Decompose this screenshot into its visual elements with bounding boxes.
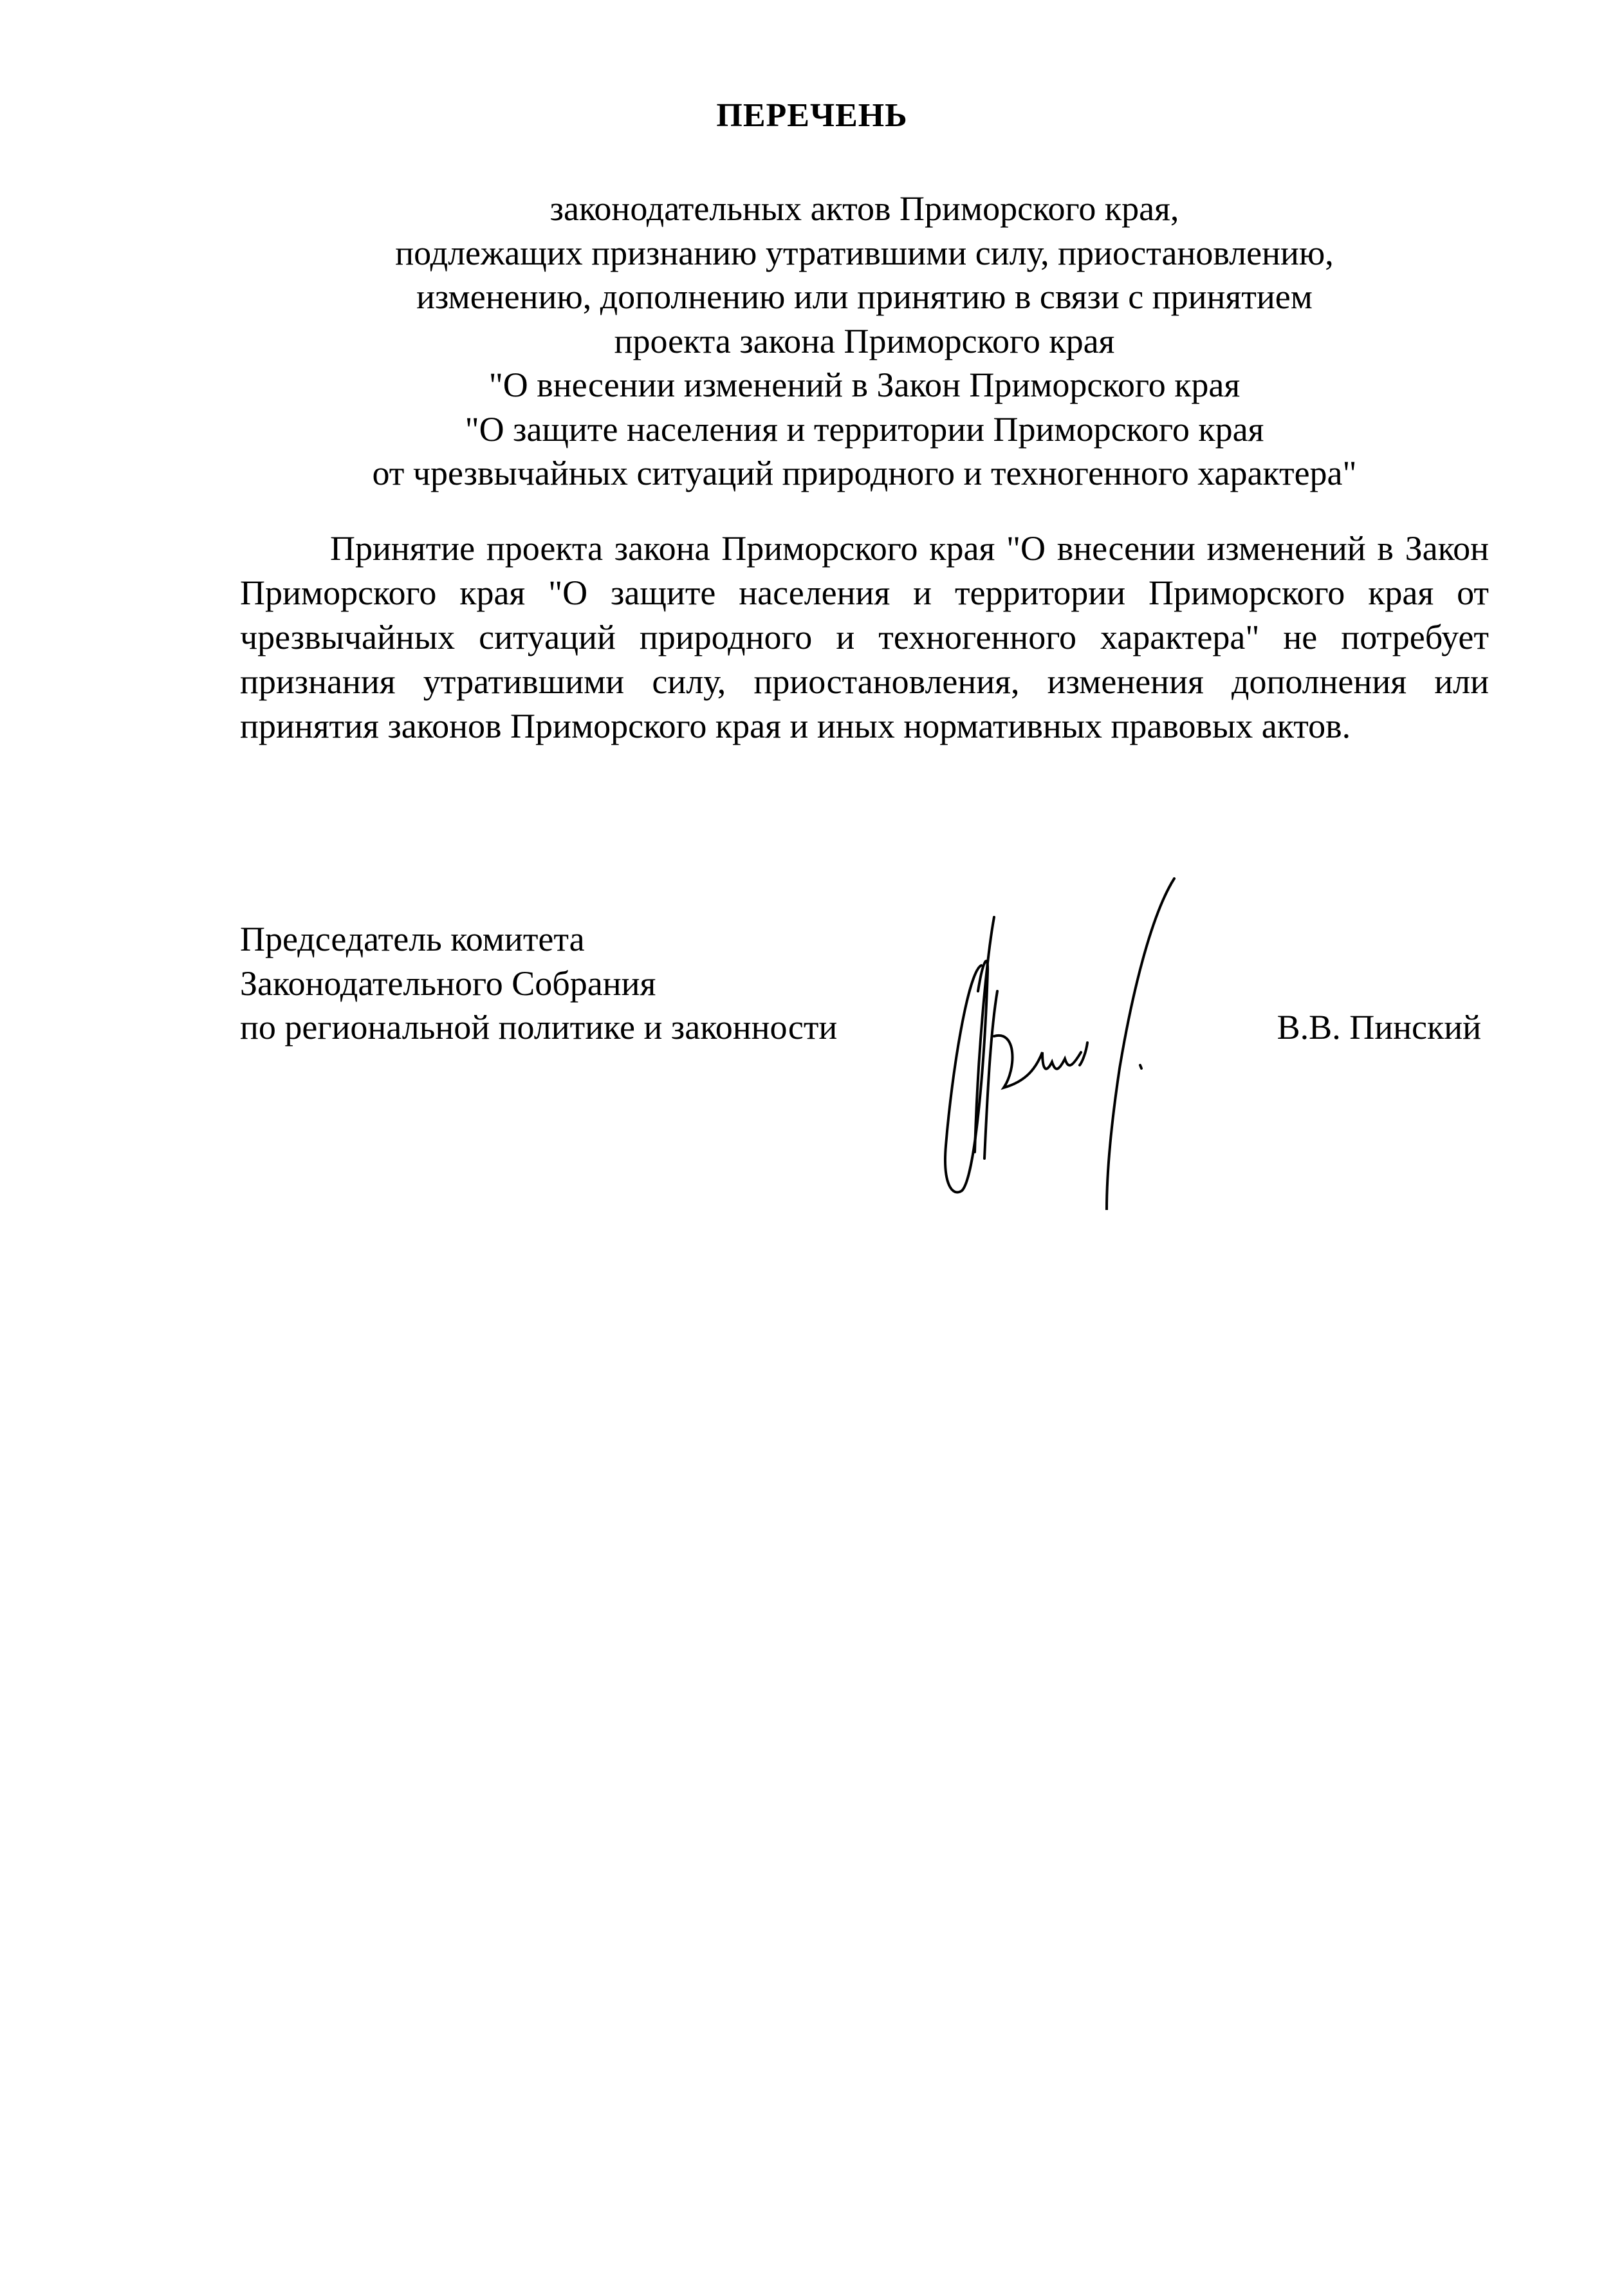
- signatory-position: [240, 917, 837, 1050]
- body-paragraph: Принятие проекта закона Приморского края "О внесении изменений в Закон Приморского края "О защите населения и территории Приморского края от чрезвычайных ситуаций природного и техногенного характера" не потребует признания утратившими силу, приостановления, изменения дополнения или принятия законов Приморского края и иных нормативных правовых актов.: [240, 529, 1489, 745]
- document-title: ПЕРЕЧЕНЬ: [716, 97, 908, 134]
- subtitle-line: от чрезвычайных ситуаций природного и техногенного характера": [372, 454, 1357, 492]
- signatory-name: В.В. Пинский: [1277, 1008, 1481, 1047]
- subtitle-line: проекта закона Приморского края: [614, 321, 1115, 360]
- subtitle-line: "О внесении изменений в Закон Приморского края: [488, 366, 1241, 404]
- subtitle-line: "О защите населения и территории Приморского края: [465, 409, 1264, 449]
- position-line: Председатель комитета: [240, 920, 585, 958]
- document-subtitle: [240, 187, 1489, 496]
- position-line: Законодательного Собрания: [240, 963, 656, 1003]
- subtitle-line: подлежащих признанию утратившими силу, приостановлению,: [395, 233, 1334, 272]
- handwritten-signature: [914, 875, 1223, 1210]
- subtitle-line: изменению, дополнению или принятию в связи с принятием: [416, 277, 1313, 316]
- position-line: по региональной политике и законности: [240, 1008, 838, 1047]
- subtitle-line: законодательных актов Приморского края,: [549, 189, 1179, 228]
